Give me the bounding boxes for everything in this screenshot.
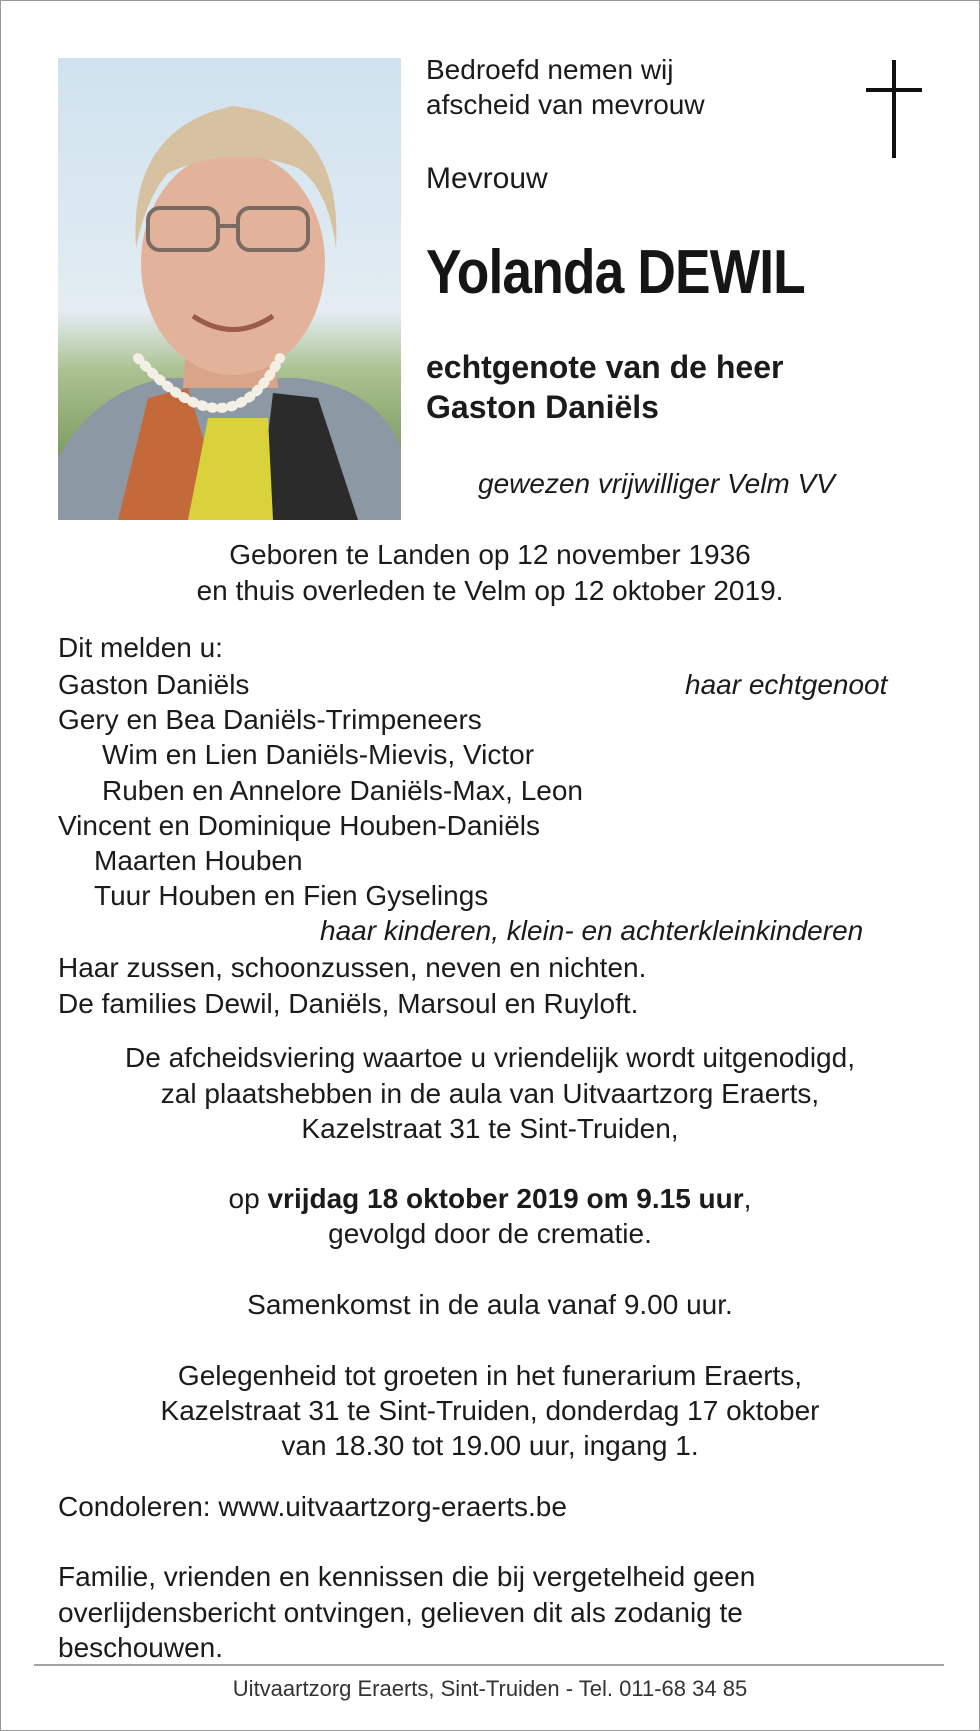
ceremony-line: zal plaatshebben in de aula van Uitvaartzorg Eraerts,: [160, 1078, 820, 1109]
deceased-name: Yolanda DEWIL: [426, 238, 805, 307]
ceremony-date-suffix: ,: [743, 1183, 752, 1214]
visitation-line: Gelegenheid tot groeten in het funerarium Eraerts,: [177, 1360, 803, 1391]
family-member: Tuur Houben en Fien Gyselings: [94, 880, 489, 911]
family-member: Maarten Houben: [94, 845, 303, 876]
family-member: Wim en Lien Daniëls-Mievis, Victor: [102, 739, 535, 770]
intro-line-2: afscheid van mevrouw: [426, 89, 705, 120]
footer-divider: [34, 1664, 944, 1666]
spouse-relation: haar echtgenoot: [685, 669, 888, 700]
extended-family: Haar zussen, schoonzussen, neven en nichten.: [58, 952, 647, 983]
family-member: Vincent en Dominique Houben-Daniëls: [58, 810, 541, 841]
volunteer-role: gewezen vrijwilliger Velm VV: [478, 468, 835, 499]
ceremony-date: [0, 1182, 980, 1216]
family-intro: Dit melden u:: [58, 632, 223, 663]
condolences-link: Condoleren: www.uitvaartzorg-eraerts.be: [58, 1491, 567, 1522]
gathering-line: Samenkomst in de aula vanaf 9.00 uur.: [247, 1289, 733, 1320]
intro-line-1: Bedroefd nemen wij: [426, 54, 674, 85]
closing-line: beschouwen.: [58, 1632, 224, 1663]
birth-line: Geboren te Landen op 12 november 1936: [229, 539, 751, 570]
cremation-line: gevolgd door de crematie.: [328, 1218, 652, 1249]
portrait-photo: [58, 58, 401, 520]
ceremony-date-prefix: op: [228, 1183, 268, 1214]
family-spouse: Gaston Daniëls: [58, 669, 250, 700]
children-relation: haar kinderen, klein- en achterkleinkinderen: [320, 915, 864, 946]
spouse-line-2: Gaston Daniëls: [426, 389, 659, 425]
closing-line: overlijdensbericht ontvingen, gelieven dit als zodanig te: [58, 1597, 743, 1628]
family-member: Gery en Bea Daniëls-Trimpeneers: [58, 704, 482, 735]
ceremony-date-bold: vrijdag 18 oktober 2019 om 9.15 uur: [267, 1183, 744, 1214]
cross-icon: [864, 60, 924, 160]
ceremony-line: Kazelstraat 31 te Sint-Truiden,: [301, 1113, 679, 1144]
footer-text: Uitvaartzorg Eraerts, Sint-Truiden - Tel. 011-68 34 85: [232, 1676, 748, 1701]
honorific: Mevrouw: [426, 162, 548, 195]
closing-line: Familie, vrienden en kennissen die bij vergetelheid geen: [58, 1561, 756, 1592]
family-member: Ruben en Annelore Daniëls-Max, Leon: [102, 775, 583, 806]
visitation-line: Kazelstraat 31 te Sint-Truiden, donderdag 17 oktober: [160, 1395, 820, 1426]
ceremony-line: De afcheidsviering waartoe u vriendelijk wordt uitgenodigd,: [125, 1042, 855, 1073]
death-line: en thuis overleden te Velm op 12 oktober 2019.: [196, 575, 784, 606]
extended-family: De families Dewil, Daniëls, Marsoul en Ruyloft.: [58, 988, 639, 1019]
visitation-line: van 18.30 tot 19.00 uur, ingang 1.: [281, 1430, 699, 1461]
spouse-line-1: echtgenote van de heer: [426, 349, 784, 385]
